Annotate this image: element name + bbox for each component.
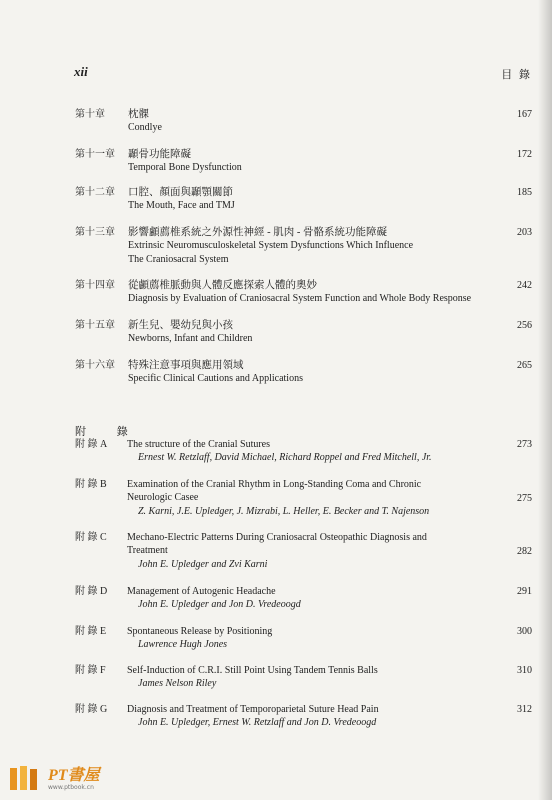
toc-entry-appendix-d[interactable] <box>75 585 532 612</box>
toc-entry-appendix-c[interactable] <box>75 531 532 571</box>
toc-entry-chapter-15[interactable] <box>75 319 532 346</box>
appendix-label: 附 錄 A <box>75 439 108 450</box>
chapter-title-zh: 特殊注意事項與應用領域 <box>128 360 244 371</box>
page-ref: 172 <box>517 149 532 160</box>
toc-entry-appendix-a[interactable] <box>75 438 532 465</box>
chapter-label: 第十四章 <box>75 280 115 291</box>
chapter-label: 第十二章 <box>75 187 115 198</box>
chapter-label: 第十章 <box>75 109 105 120</box>
chapter-title-en: Newborns, Infant and Children <box>128 333 253 345</box>
toc-entry-chapter-14[interactable] <box>75 279 532 306</box>
toc-entry-appendix-g[interactable] <box>75 703 532 730</box>
appendix-title: Examination of the Cranial Rhythm in Long-Standing Coma and Chronic <box>127 479 422 490</box>
watermark-logo <box>4 760 114 798</box>
page-ref: 242 <box>517 280 532 291</box>
books-icon <box>8 764 42 792</box>
chapter-title-zh: 影響顱薦椎系統之外源性神經 - 肌肉 - 骨骼系統功能障礙 <box>128 227 387 238</box>
chapter-title-zh: 顳骨功能障礙 <box>128 149 191 160</box>
appendix-label: 附 錄 G <box>75 704 108 715</box>
appendix-label: 附 錄 B <box>75 479 107 490</box>
appendix-title-line2: Treatment <box>127 545 168 557</box>
page-ref: 282 <box>517 546 532 557</box>
chapter-title-en: Condlye <box>128 122 162 134</box>
chapter-title-en: Temporal Bone Dysfunction <box>128 162 242 174</box>
page-ref: 312 <box>517 704 532 715</box>
watermark-url: www.ptbook.cn <box>48 784 94 791</box>
page-ref: 256 <box>517 320 532 331</box>
page-ref: 265 <box>517 360 532 371</box>
chapter-label: 第十一章 <box>75 149 115 160</box>
appendix-authors: Lawrence Hugh Jones <box>138 639 228 651</box>
toc-entry-chapter-13[interactable] <box>75 226 532 266</box>
appendix-title: Spontaneous Release by Positioning <box>127 626 273 637</box>
chapter-label: 第十三章 <box>75 227 115 238</box>
appendix-heading: 附 錄 <box>75 426 142 438</box>
chapter-title-zh: 枕髁 <box>128 109 149 120</box>
appendix-authors: James Nelson Riley <box>138 678 217 690</box>
toc-entry-chapter-16[interactable] <box>75 359 532 386</box>
chapter-title-en-line2: The Craniosacral System <box>128 253 229 265</box>
chapter-label: 第十六章 <box>75 360 115 371</box>
appendix-label: 附 錄 F <box>75 665 106 676</box>
page-edge-shadow <box>538 0 552 800</box>
appendix-title: Management of Autogenic Headache <box>127 586 276 597</box>
toc-entry-chapter-11[interactable] <box>75 148 532 175</box>
appendix-label: 附 錄 E <box>75 626 107 637</box>
appendix-label: 附 錄 D <box>75 586 108 597</box>
page-ref: 185 <box>517 187 532 198</box>
appendix-title: Mechano-Electric Patterns During Craniosacral Osteopathic Diagnosis and <box>127 532 427 543</box>
chapter-label: 第十五章 <box>75 320 115 331</box>
appendix-authors: Ernest W. Retzlaff, David Michael, Richard Roppel and Fred Mitchell, Jr. <box>138 452 432 464</box>
page-ref: 273 <box>517 439 532 450</box>
appendix-label: 附 錄 C <box>75 532 107 543</box>
chapter-title-en: Extrinsic Neuromusculoskeletal System Dysfunctions Which Influence <box>128 240 414 252</box>
page-ref: 300 <box>517 626 532 637</box>
appendix-title: The structure of the Cranial Sutures <box>127 439 271 450</box>
appendix-authors: John E. Upledger and Jon D. Vredeoogd <box>138 599 301 611</box>
page-ref: 167 <box>517 109 532 120</box>
toc-entry-appendix-f[interactable] <box>75 664 532 691</box>
chapter-title-zh: 新生兒、嬰幼兒與小孩 <box>128 320 233 331</box>
page-number: xii <box>74 64 88 79</box>
toc-entry-appendix-e[interactable] <box>75 625 532 652</box>
chapter-title-en: The Mouth, Face and TMJ <box>128 200 235 212</box>
page-ref: 291 <box>517 586 532 597</box>
watermark-brand: PT書屋 <box>48 767 100 784</box>
page-ref: 203 <box>517 227 532 238</box>
toc-entry-appendix-b[interactable] <box>75 478 532 518</box>
page-ref: 310 <box>517 665 532 676</box>
chapter-title-en: Diagnosis by Evaluation of Craniosacral System Function and Whole Body Response <box>128 293 472 305</box>
toc-entry-chapter-10[interactable] <box>75 108 532 135</box>
appendix-authors: John E. Upledger, Ernest W. Retzlaff and Jon D. Vredeoogd <box>138 717 377 729</box>
section-title: 目 錄 <box>501 69 532 81</box>
toc-entry-chapter-12[interactable] <box>75 186 532 213</box>
chapter-title-en: Specific Clinical Cautions and Applications <box>128 373 303 385</box>
appendix-title-line2: Neurologic Casee <box>127 492 199 504</box>
chapter-title-zh: 從顱薦椎脈動與人體反應探索人體的奧妙 <box>128 280 317 291</box>
appendix-authors: Z. Karni, J.E. Upledger, J. Mizrabi, L. Heller, E. Becker and T. Najenson <box>138 505 430 517</box>
chapter-title-zh: 口腔、顏面與顳顎關節 <box>128 187 233 198</box>
appendix-authors: John E. Upledger and Zvi Karni <box>138 558 268 570</box>
appendix-title: Self-Induction of C.R.I. Still Point Using Tandem Tennis Balls <box>127 665 378 676</box>
page-ref: 275 <box>517 493 532 504</box>
appendix-title: Diagnosis and Treatment of Temporoparietal Suture Head Pain <box>127 704 379 715</box>
